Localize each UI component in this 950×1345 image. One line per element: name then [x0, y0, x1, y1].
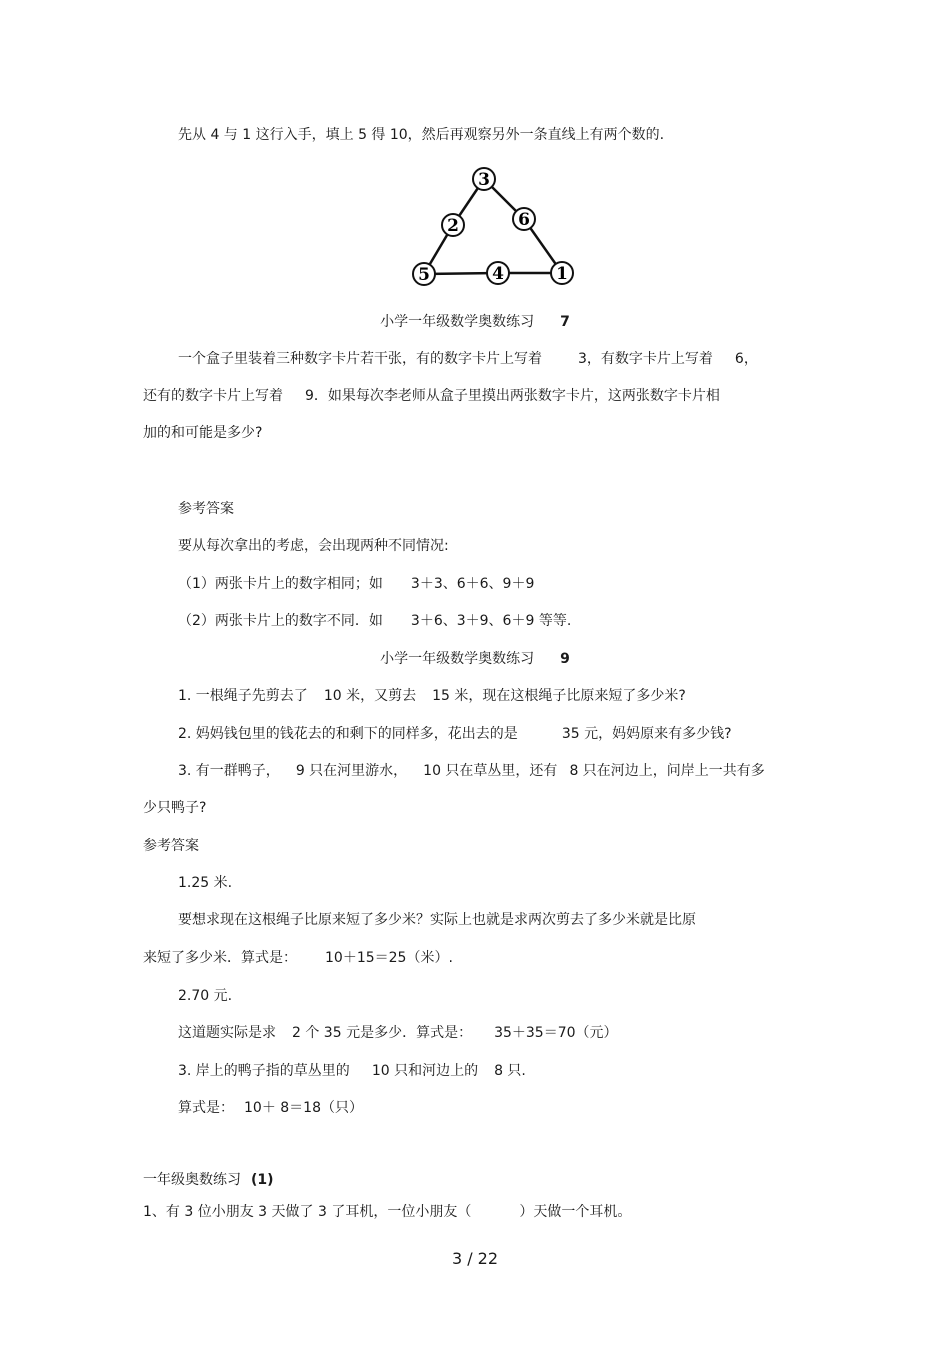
node-left-mid — [442, 214, 464, 236]
question-text: ）天做一个耳机。 — [519, 1204, 632, 1220]
node-top — [473, 168, 495, 190]
section9-question2 — [178, 724, 732, 744]
section9-question3 — [178, 761, 765, 781]
node-bottom-mid — [487, 262, 509, 284]
node-bottom-left-label: 5 — [418, 265, 430, 285]
answer-text: 10＋ 8＝18（只） — [244, 1100, 363, 1116]
section9-answer3-formula — [178, 1098, 363, 1118]
question-text: 8 只在河边上，问岸上一共有多 — [569, 763, 765, 779]
answer-text: 3. 岸上的鸭子指的草丛里的 — [178, 1063, 350, 1079]
problem-text: 3，有数字卡片上写着 — [578, 351, 713, 367]
question-text: 15 米，现在这根绳子比原来短了多少米? — [432, 688, 686, 704]
section9-answer3 — [178, 1061, 526, 1081]
question-text: 35 元，妈妈原来有多少钱? — [561, 726, 732, 742]
answer-text: 这道题实际是求 — [178, 1025, 276, 1041]
answer-text: （2）两张卡片上的数字不同．如 — [178, 613, 383, 629]
node-left-mid-label: 2 — [447, 216, 459, 236]
section7-answer-line1: 要从每次拿出的考虑，会出现两种不同情况: — [178, 538, 449, 554]
section9-number: 9 — [560, 651, 570, 667]
answer-text: 2 个 35 元是多少．算式是： — [292, 1025, 473, 1041]
node-right-mid-label: 6 — [518, 210, 530, 230]
answer-text: 10＋15＝25（米）. — [325, 950, 453, 966]
question-text: 9 只在河里游水， — [295, 763, 408, 779]
answer-text: 算式是： — [178, 1100, 234, 1116]
problem-text: 6， — [734, 351, 758, 367]
section7-problem-line3: 加的和可能是多少? — [143, 425, 263, 441]
question-text: 3. 有一群鸭子， — [178, 763, 280, 779]
section1-title: 一年级奥数练习 — [143, 1172, 241, 1188]
section7-answer-line3 — [178, 611, 571, 631]
node-bottom-left — [413, 263, 435, 285]
node-right-mid — [513, 208, 535, 230]
problem-text: 还有的数字卡片上写着 — [143, 388, 283, 404]
section9-answer1-explain1: 要想求现在这根绳子比原来短了多少米？实际上也就是求两次剪去了多少米就是比原 — [178, 912, 696, 928]
section7-number: 7 — [560, 314, 570, 330]
section7-problem-line1 — [178, 349, 758, 369]
page-number: 3 / 22 — [451, 1249, 499, 1268]
section9-question3-cont: 少只鸭子? — [143, 800, 207, 816]
section7-problem-line2 — [143, 386, 720, 406]
answer-text: （1）两张卡片上的数字相同；如 — [178, 576, 383, 592]
answer-text: 来短了多少米．算式是： — [143, 950, 297, 966]
node-bottom-right-label: 1 — [556, 264, 568, 284]
question-text: 1、有 3 位小朋友 3 天做了 3 了耳机，一位小朋友（ — [143, 1204, 472, 1220]
section9-answer1-explain2 — [143, 948, 453, 968]
section9-answer-label: 参考答案 — [143, 838, 199, 854]
problem-text: 一个盒子里装着三种数字卡片若干张，有的数字卡片上写着 — [178, 351, 542, 367]
question-text: 10 只在草丛里，还有 — [423, 763, 558, 779]
section9-title: 小学一年级数学奥数练习 — [380, 651, 535, 667]
answer-text: 10 只和河边上的 — [371, 1063, 479, 1079]
answer-text: 3＋6、3＋9、6＋9 等等. — [410, 613, 572, 629]
section1-number: (1) — [251, 1172, 274, 1188]
node-bottom-right — [551, 262, 573, 284]
answer-text: 8 只. — [494, 1063, 526, 1079]
section9-answer1: 1.25 米. — [178, 875, 233, 891]
triangle-number-diagram — [400, 160, 590, 295]
question-text: 2. 妈妈钱包里的钱花去的和剩下的同样多，花出去的是 — [178, 726, 518, 742]
section7-title: 小学一年级数学奥数练习 — [380, 314, 535, 330]
question-text: 10 米，又剪去 — [323, 688, 417, 704]
section7-heading — [0, 312, 950, 332]
section9-heading — [0, 649, 950, 669]
section9-answer2-explain — [178, 1023, 618, 1043]
node-bottom-mid-label: 4 — [492, 264, 504, 284]
answer-text: 3＋3、6＋6、9＋9 — [410, 576, 535, 592]
problem-text: 9．如果每次李老师从盒子里摸出两张数字卡片，这两张数字卡片相 — [305, 388, 720, 404]
section7-answer-label: 参考答案 — [178, 501, 234, 517]
section1-heading — [143, 1170, 274, 1190]
section9-question1 — [178, 686, 686, 706]
answer-text: 35＋35＝70（元） — [494, 1025, 618, 1041]
question-text: 1. 一根绳子先剪去了 — [178, 688, 308, 704]
section1-question1 — [143, 1202, 631, 1222]
node-top-label: 3 — [478, 170, 490, 190]
intro-text: 先从 4 与 1 这行入手，填上 5 得 10，然后再观察另外一条直线上有两个数的. — [178, 127, 665, 143]
section7-answer-line2 — [178, 574, 534, 594]
section9-answer2: 2.70 元. — [178, 988, 233, 1004]
